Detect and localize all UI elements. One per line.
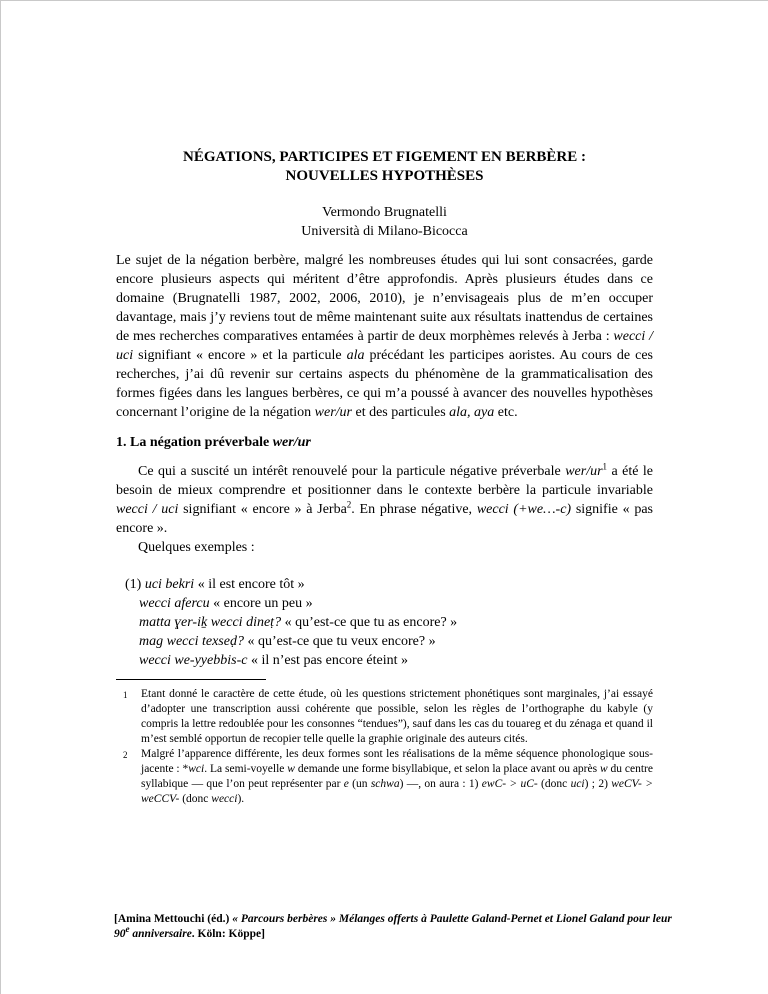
example-line: wecci afercu « encore un peu »	[139, 596, 313, 611]
paper-title-line1: NÉGATIONS, PARTICIPES ET FIGEMENT EN BERBÈRE :	[182, 149, 587, 165]
example-line: (1) uci bekri « il est encore tôt »	[125, 577, 305, 592]
footnote-2	[116, 747, 653, 807]
paragraph-examples-intro: Quelques exemples :	[138, 540, 255, 555]
citation-footer: [Amina Mettouchi (éd.) « Parcours berbères » Mélanges offerts à Paulette Galand-Pernet et Lionel Galand pour leur 90e anniversaire. Köln: Köppe]	[114, 913, 672, 940]
footnote-2-number: 2	[123, 750, 128, 760]
footnote-1-text: Etant donné le caractère de cette étude, où les questions strictement phonétiques sont marginales, j’ai essayé d’adopter une transcription aussi cohérente que possible, selon les règles de l’orthographe du kabyle (y compris la lettre redoublée pour les consonnes “tendues”), sauf dans les cas du touareg et du zénaga et quand il m’est semblé opportun de recopier telle quelle la graphie originale des auteurs cités.	[141, 688, 653, 745]
paper-title-line2: NOUVELLES HYPOTHÈSES	[285, 168, 484, 184]
footnote-separator	[116, 679, 266, 680]
examples-block	[125, 575, 653, 670]
author-block	[116, 203, 653, 241]
footnote-2-text: Malgré l’apparence différente, les deux formes sont les réalisations de la même séquence phonologique sous-jacente : *wci. La semi-voyelle w demande une forme bisyllabique, et selon la place avant ou après w du centre syllabique — que l’on peut représenter par e (un schwa) —, on aura : 1) ewC- > uC- (donc uci) ; 2) weCV- > weCCV- (donc wecci).	[141, 748, 653, 805]
section-1-heading: 1. La négation préverbale wer/ur	[116, 435, 311, 450]
page-content	[1, 1, 768, 807]
intro-paragraph: Le sujet de la négation berbère, malgré les nombreuses études qui lui sont consacrées, garde encore plusieurs aspects qui méritent d’être approfondis. Après plusieurs études dans ce domaine (Brugnatelli 1987, 2002, 2006, 2010), je n’envisageais plus de m’en occuper davantage, mais j’y reviens tout de même maintenant suite aux résultats inattendus de certaines de mes recherches comparatives entamées à partir de deux morphèmes relevés à Jerba : wecci / uci signifiant « encore » et la particule ala précédant les participes aoristes. Au cours de ces recherches, j’ai dû revenir sur certains aspects du phénomène de la grammaticalisation des formes figées dans les langues berbères, ce qui m’a poussé à avancer des nouvelles hypothèses concernant l’origine de la négation wer/ur et des particules ala, aya etc.	[116, 253, 653, 420]
paragraph-2: Ce qui a suscité un intérêt renouvelé pour la particule négative préverbale wer/$ur^1$ a été le besoin de mieux comprendre et positionner dans le contexte berbère la particule invariable wecci / uci signifiant « encore » à Jerba$^2$. En phrase négative, wecci (+we…-c) signifie « pas encore ».	[116, 461, 653, 536]
example-line: mag wecci texseḍ? « qu’est-ce que tu veux encore? »	[139, 634, 436, 649]
example-line: matta ɣer-iḵ wecci dineṭ? « qu’est-ce que tu as encore? »	[139, 615, 458, 630]
author-name: Vermondo Brugnatelli	[322, 205, 447, 220]
footnote-1	[116, 687, 653, 747]
paper-title	[116, 148, 653, 186]
example-line: wecci we-yyebbis-c « il n’est pas encore éteint »	[139, 653, 409, 668]
footnote-1-number: 1	[123, 690, 128, 700]
author-affiliation: Università di Milano-Bicocca	[301, 224, 468, 239]
